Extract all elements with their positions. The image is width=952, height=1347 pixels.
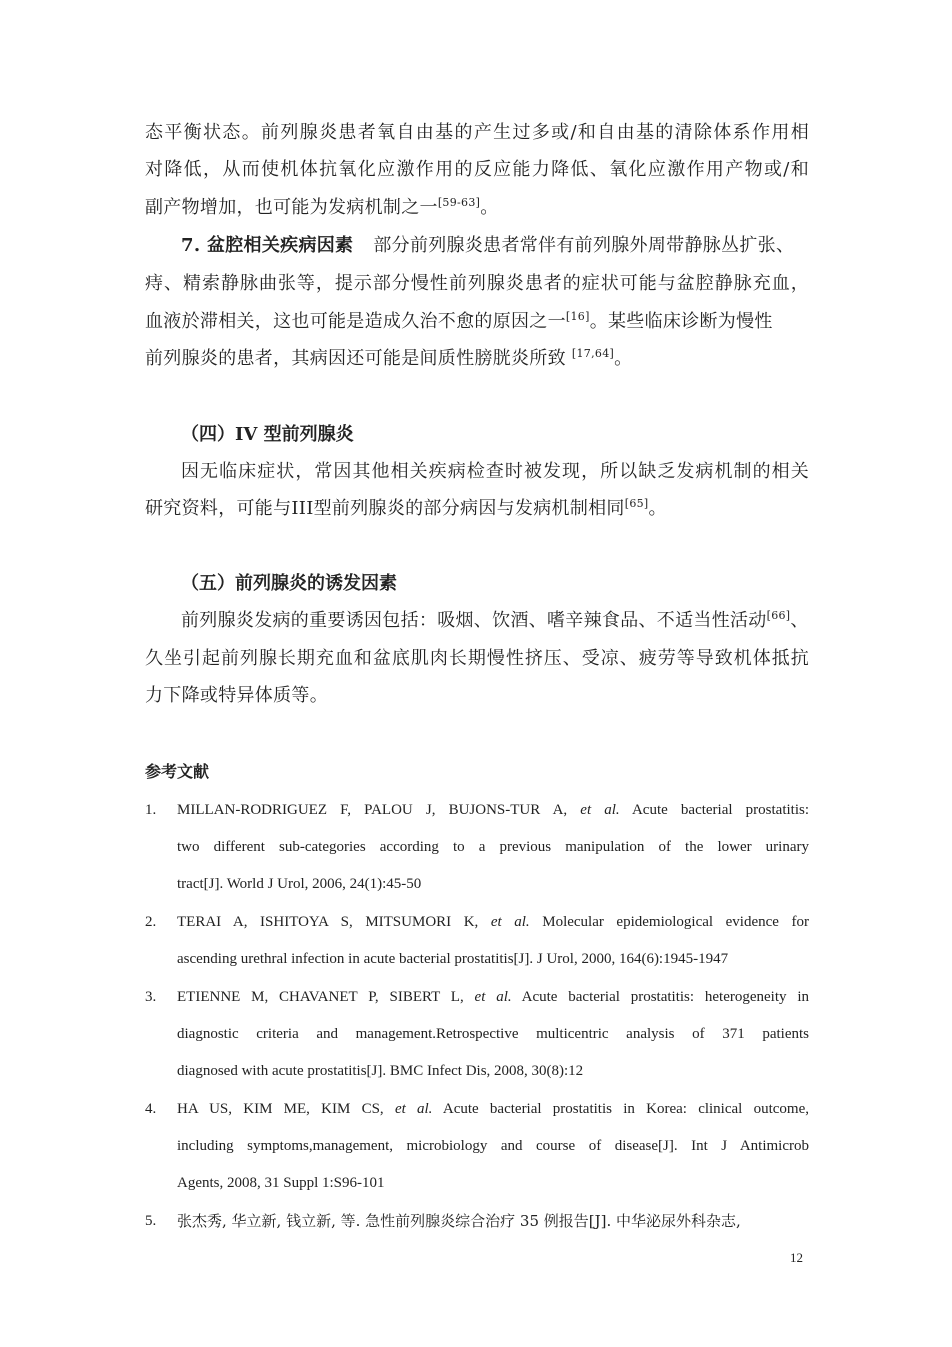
reference-number: 3.: [145, 989, 157, 1005]
reference-line: diagnostic criteria and management.Retrospective multicentric analysis of 371 patients: [177, 1026, 809, 1042]
text: 。: [480, 197, 499, 218]
reference-number: 1.: [145, 802, 157, 818]
citation: [16]: [565, 310, 590, 323]
reference-line: [177, 986, 809, 1008]
et-al: et al.: [394, 1101, 433, 1117]
text: Acute bacterial prostatitis:: [619, 802, 810, 818]
text: 研究资料，可能与III型前列腺炎的部分病因与发病机制相同: [145, 498, 625, 519]
citation: [59-63]: [437, 196, 481, 209]
paragraph-line: 痔、精索静脉曲张等，提示部分慢性前列腺炎患者的症状可能与盆腔静脉充血，: [145, 273, 809, 294]
reference-line: including symptoms,management, microbiology and course of disease[J]. Int J Antimicrob: [177, 1138, 809, 1154]
reference-number: 4.: [145, 1101, 157, 1117]
page-number: 12: [790, 1250, 803, 1265]
section-heading: （四）IV 型前列腺炎: [181, 424, 354, 445]
citation: [66]: [766, 609, 791, 622]
reference-line: diagnosed with acute prostatitis[J]. BMC Infect Dis, 2008, 30(8):12: [177, 1063, 584, 1079]
paragraph-line: [145, 196, 809, 220]
reference-line: 张杰秀, 华立新, 钱立新, 等. 急性前列腺炎综合治疗 35 例报告[J]. 中华泌尿外科杂志,: [177, 1212, 741, 1230]
reference-line: ascending urethral infection in acute bacterial prostatitis[J]. J Urol, 2000, 164(6):1945-1947: [177, 951, 729, 967]
reference-line: Agents, 2008, 31 Suppl 1:S96-101: [177, 1175, 385, 1191]
text: 部分前列腺炎患者常伴有前列腺外周带静脉丛扩张、: [373, 235, 795, 256]
reference-number: 5.: [145, 1213, 157, 1229]
paragraph-line: [145, 310, 809, 334]
reference-line: tract[J]. World J Urol, 2006, 24(1):45-50: [177, 876, 422, 892]
paragraph-line: [181, 234, 809, 258]
citation: [17,64]: [571, 347, 615, 360]
paragraph-line: 态平衡状态。前列腺炎患者氧自由基的产生过多或/和自由基的清除体系作用相: [145, 122, 809, 143]
text: 。某些临床诊断为慢性: [589, 311, 773, 332]
paragraph-line: [145, 347, 809, 371]
text: HA US, KIM ME, KIM CS,: [177, 1101, 395, 1117]
citation: [65]: [624, 497, 649, 510]
text: 前列腺炎的患者，其病因还可能是间质性膀胱炎所致: [145, 348, 572, 369]
text: Molecular epidemiological evidence for: [529, 914, 809, 930]
text: 。: [614, 348, 633, 369]
text: 、: [790, 610, 809, 631]
text: 副产物增加，也可能为发病机制之一: [145, 197, 438, 218]
paragraph-line: [145, 497, 809, 521]
paragraph-line: 力下降或特异体质等。: [145, 685, 328, 706]
paragraph-line: [181, 609, 809, 633]
subheading: 7. 盆腔相关疾病因素: [181, 235, 354, 256]
text: 前列腺炎发病的重要诱因包括：吸烟、饮酒、嗜辛辣食品、不适当性活动: [181, 610, 767, 631]
text: Acute bacterial prostatitis: heterogeneity in: [511, 989, 809, 1005]
text: MILLAN-RODRIGUEZ F, PALOU J, BUJONS-TUR A,: [177, 802, 581, 818]
text: Acute bacterial prostatitis in Korea: clinical outcome,: [432, 1101, 809, 1117]
reference-line: two different sub-categories according to a previous manipulation of the lower urinary: [177, 839, 809, 855]
reference-line: [177, 1098, 809, 1120]
reference-line: [177, 799, 809, 821]
paragraph-line: 对降低，从而使机体抗氧化应激作用的反应能力降低、氧化应激作用产物或/和: [145, 159, 809, 180]
reference-line: [177, 911, 809, 933]
et-al: et al.: [474, 989, 512, 1005]
text: TERAI A, ISHITOYA S, MITSUMORI K,: [177, 914, 491, 930]
text: ETIENNE M, CHAVANET P, SIBERT L,: [177, 989, 475, 1005]
paragraph-line: 因无临床症状，常因其他相关疾病检查时被发现，所以缺乏发病机制的相关: [181, 461, 809, 482]
et-al: et al.: [490, 914, 530, 930]
section-heading: （五）前列腺炎的诱发因素: [181, 573, 397, 594]
references-title: 参考文献: [145, 762, 210, 781]
et-al: et al.: [580, 802, 620, 818]
text: 血液於滞相关，这也可能是造成久治不愈的原因之一: [145, 311, 566, 332]
reference-number: 2.: [145, 914, 157, 930]
paragraph-line: 久坐引起前列腺长期充血和盆底肌肉长期慢性挤压、受凉、疲劳等导致机体抵抗: [145, 648, 809, 669]
text: 。: [648, 498, 667, 519]
